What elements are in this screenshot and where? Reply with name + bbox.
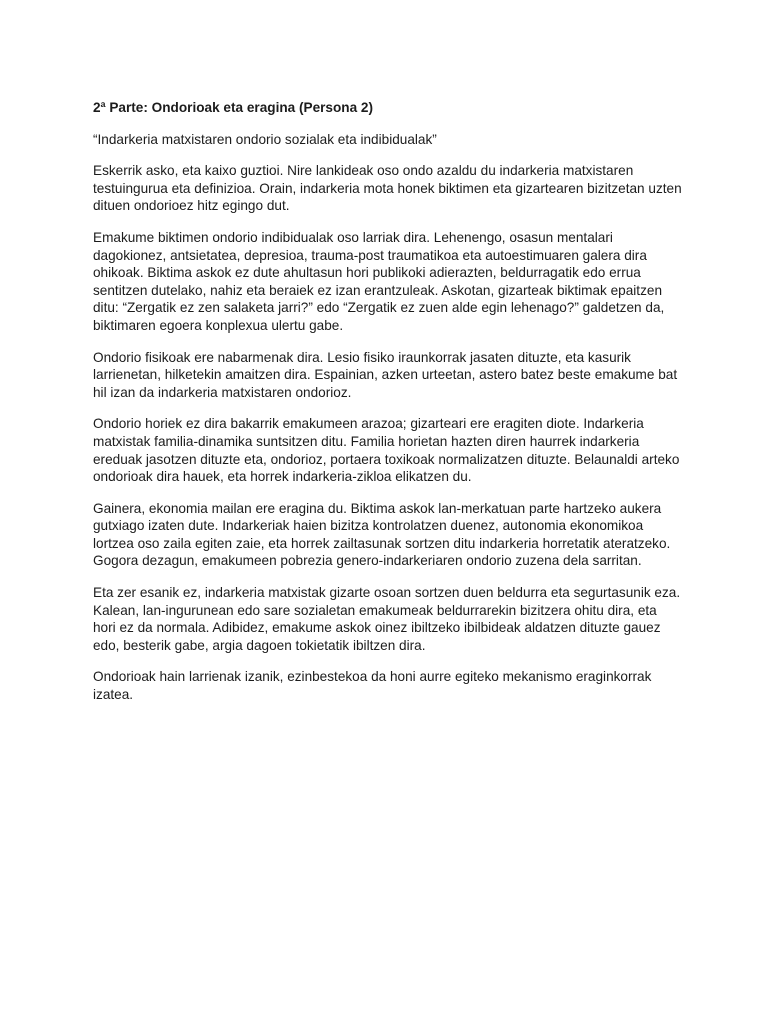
document-body <box>93 99 683 718</box>
paragraph-7: Ondorioak hain larrienak izanik, ezinbestekoa da honi aurre egiteko mekanismo eraginkorrak izatea. <box>93 669 652 703</box>
document-title: 2ª Parte: Ondorioak eta eragina (Persona 2) <box>93 100 374 115</box>
paragraph-4: Ondorio horiek ez dira bakarrik emakumeen arazoa; gizarteari ere eragiten diote. Indarkeria matxistak familia-dinamika suntsitzen ditu. Familia horietan hazten diren haurrek indarkeria ereduak jasotzen dituzte eta, ondorioz, portaera toxikoak normalizatzen dituzte. Belaunaldi arteko ondorioak dira hauek, eta horrek indarkeria-zikloa elikatzen du. <box>93 416 680 485</box>
paragraph-3: Ondorio fisikoak ere nabarmenak dira. Lesio fisiko iraunkorrak jasaten dituzte, eta kasurik larrienetan, hilketekin amaitzen dira. Espainian, azken urteetan, astero batez beste emakume bat hil izan da indarkeria matxistaren ondorioz. <box>93 349 678 400</box>
paragraph-1: Eskerrik asko, eta kaixo guztioi. Nire lankideak oso ondo azaldu du indarkeria matxistaren testuingurua eta definizioa. Orain, indarkeria mota honek biktimen eta gizartearen bizitzetan uzten dituen ondorioez hitz egingo dut. <box>93 163 682 214</box>
paragraph-2: Emakume biktimen ondorio indibidualak oso larriak dira. Lehenengo, osasun mentalari dagokionez, antsietatea, depresioa, trauma-post traumatikoa eta autoestimuaren galera dira ohikoak. Biktima askok ez dute ahultasun hori publikoki adierazten, beldurragatik edo errua sentitzen dutelako, nahiz eta beraiek ez izan erantzuleak. Askotan, gizarteak biktimak epaitzen ditu: “Zergatik ez zen salaketa jarri?” edo “Zergatik ez zuen alde egin lehenago?” galdetzen da, biktimaren egoera konplexua ulertu gabe. <box>93 229 665 333</box>
document-subtitle: “Indarkeria matxistaren ondorio sozialak eta indibidualak” <box>93 131 437 147</box>
paragraph-5: Gainera, ekonomia mailan ere eragina du. Biktima askok lan-merkatuan parte hartzeko aukera gutxiago izaten dute. Indarkeriak haien bizitza kontrolatzen duenez, autonomia ekonomikoa lortzea oso zaila egiten zaie, eta horrek zailtasunak sortzen ditu indarkeria horretatik ateratzeko. Gogora dezagun, emakumeen pobrezia genero-indarkeriaren ondorio zuzena dela sarritan. <box>93 500 671 569</box>
paragraph-6: Eta zer esanik ez, indarkeria matxistak gizarte osoan sortzen duen beldurra eta segurtasunik eza. Kalean, lan-ingurunean edo sare sozialetan emakumeak beldurrarekin bizitzera ohitu dira, eta hori ez da normala. Adibidez, emakume askok oinez ibiltzeko ibilbideak aldatzen dituzte gauez edo, besterik gabe, argia dagoen tokietatik ibiltzen dira. <box>93 585 681 653</box>
